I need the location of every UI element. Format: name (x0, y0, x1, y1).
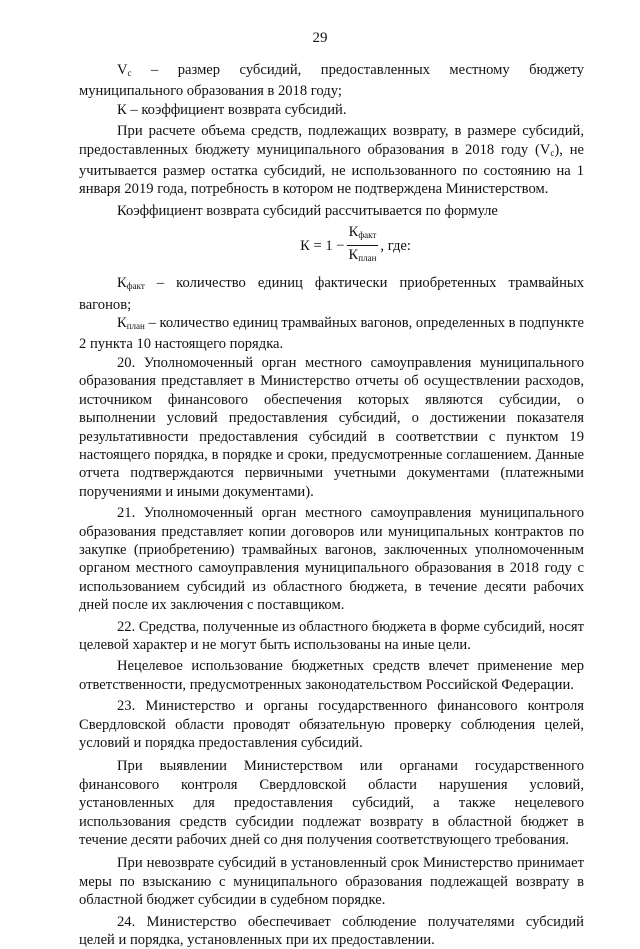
paragraph-23: 23. Министерство и органы государственного финансового контроля Свердловской области проводят обязательную проверку соблюдения целей, условий и порядка предоставления субсидий. (79, 698, 584, 751)
formula-numerator: $К_{факт}$ (347, 224, 379, 246)
paragraph-22: 22. Средства, полученные из областного бюджета в форме субсидий, носят целевой характер и не могут быть использованы на иные цели. (79, 618, 584, 653)
paragraph-20: 20. Уполномоченный орган местного самоуправления муниципального образования представляет в Министерство отчеты об осуществлении расходов, источником финансового обеспечения которых являются субсидии, о выполнении условий предоставления субсидий, о достижении показателя результативности предоставления субсидий в соответствии с пунктом 19 настоящего порядка, в порядке и сроки, предусмотренные соглашением. Данные отчета подтверждаются первичными учетными документами (платежными поручениями и иными документами). (79, 354, 584, 500)
definition-kplan: $К_{план}$ – количество единиц трамвайных вагонов, определенных в подпункте 2 пункта 10 настоящего порядка. (79, 315, 584, 353)
formula-fraction (347, 224, 379, 267)
definition-kfact: $К_{факт}$ – количество единиц фактически приобретенных трамвайных вагонов; (79, 275, 584, 313)
paragraph-23-b: При выявлении Министерством или органами государственного финансового контроля Свердловской области нарушения условий, установленных для предоставления субсидий, а также нецелевого использования средств субсидии подлежат возврату в областной бюджет в течение десяти рабочих дней со дня получения соответствующего требования. (79, 758, 584, 849)
paragraph-coef: Коэффициент возврата субсидий рассчитывается по формуле (117, 202, 498, 219)
page-number: 29 (312, 30, 328, 46)
definition-k: К – коэффициент возврата субсидий. (117, 101, 347, 118)
paragraph-calc: При расчете объема средств, подлежащих возврату, в размере субсидий, предоставленных бюджету муниципального образования в 2018 году $(V_c)$, не учитывается размер остатка субсидий, не использованного по состоянию на 1 января 2019 года, потребность в котором не подтверждена Министерством. (79, 123, 584, 198)
definition-vc: $V_c$ – размер субсидий, предоставленных местному бюджету муниципального образования в 2018 году; (79, 62, 584, 100)
formula (127, 224, 584, 267)
paragraph-22-b: Нецелевое использование бюджетных средств влечет применение мер ответственности, предусмотренных законодательством Российской Федерации. (79, 658, 584, 693)
formula-tail: , где: (380, 237, 411, 254)
paragraph-23-c: При невозврате субсидий в установленный срок Министерство принимает меры по взысканию с муниципального образования подлежащей возврату в областной бюджет субсидии в судебном порядке. (79, 855, 584, 909)
paragraph-21: 21. Уполномоченный орган местного самоуправления муниципального образования представляет копии договоров или муниципальных контрактов по закупке (приобретению) трамвайных вагонов, заключенных уполномоченным органом местного самоуправления муниципального образования в 2018 году с использованием субсидий из областного бюджета, в течение десяти рабочих дней после их заключения с поставщиком. (79, 505, 584, 614)
paragraph-24: 24. Министерство обеспечивает соблюдение получателями субсидий целей и порядка, установленных при их предоставлении. (79, 913, 584, 949)
document-body (79, 61, 584, 949)
formula-lhs: К = 1 − (300, 237, 345, 254)
formula-denominator: $К_{план}$ (348, 247, 377, 264)
